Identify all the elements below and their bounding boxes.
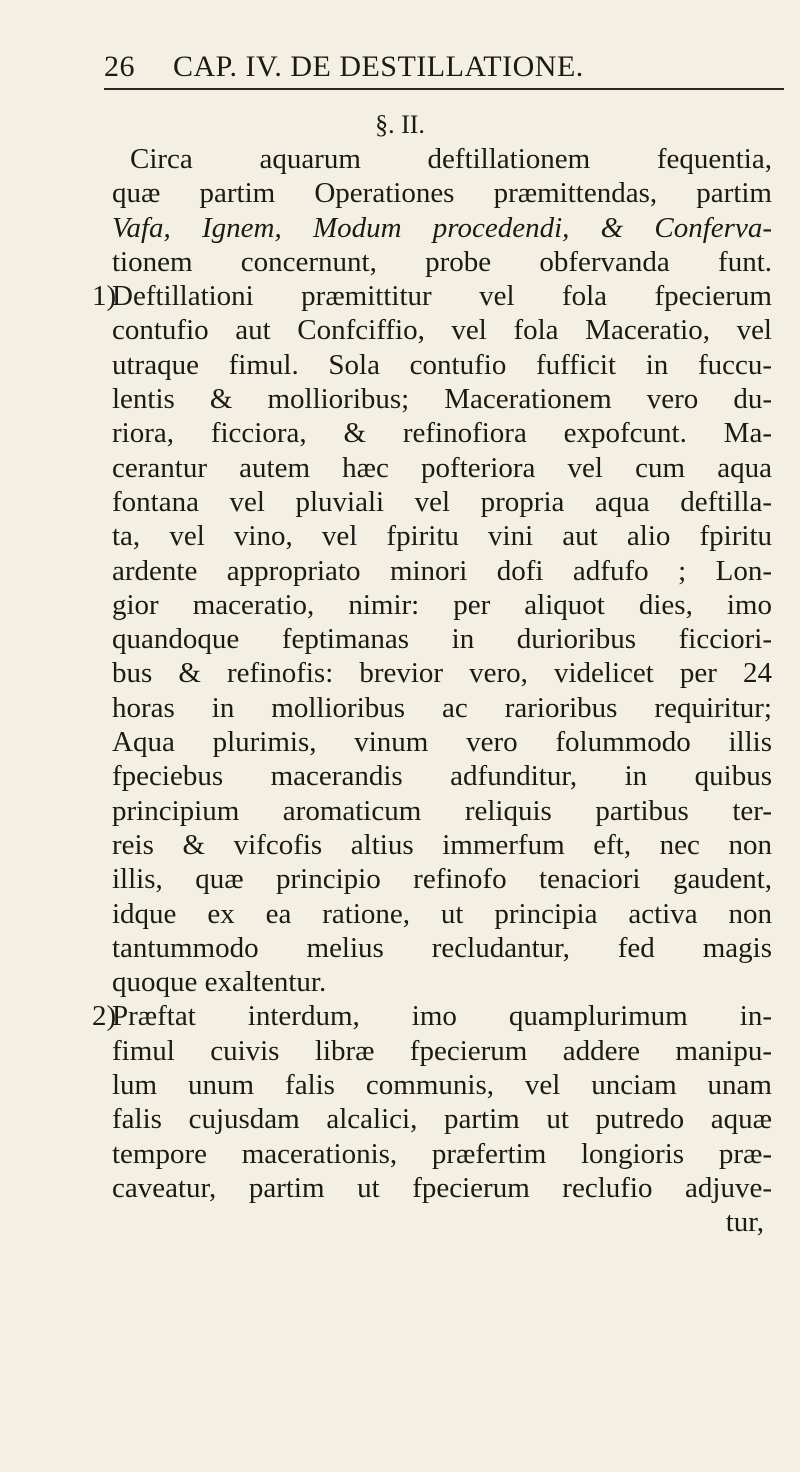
text-line: illis, quæ principio refinofo tenaciori gaudent, <box>112 863 772 896</box>
text-line: caveatur, partim ut fpecierum reclufio adjuve- <box>112 1171 772 1204</box>
item-number: 1) <box>92 280 117 313</box>
text-line: riora, ficciora, & refinofiora expofcunt. Ma- <box>112 417 772 450</box>
text-line: idque ex ea ratione, ut principia activa non <box>112 897 772 930</box>
page-header <box>104 40 704 84</box>
text-line <box>112 211 772 245</box>
text-line: bus & refinofis: brevior vero, videlicet per 24 <box>112 657 772 690</box>
item-number: 2) <box>92 1000 117 1033</box>
text-line: quandoque feptimanas in durioribus ficciori- <box>112 623 772 656</box>
text-line: gior maceratio, nimir: per aliquot dies, imo <box>112 588 772 621</box>
text-line: lum unum falis communis, vel unciam unam <box>112 1069 772 1102</box>
running-title: CAP. IV. DE DESTILLATIONE. <box>173 50 584 83</box>
text-line <box>92 279 772 313</box>
text-line: fontana vel pluviali vel propria aqua deftilla- <box>112 485 772 518</box>
text-line: fpeciebus macerandis adfunditur, in quibus <box>112 760 772 793</box>
text-line: principium aromaticum reliquis partibus ter- <box>112 794 772 827</box>
body-text <box>92 142 772 1240</box>
text-line: ardente appropriato minori dofi adfufo ; Lon- <box>112 554 772 587</box>
text-line: contufio aut Confciffio, vel fola Maceratio, vel <box>112 314 772 347</box>
text-line: fimul cuivis libræ fpecierum addere manipu- <box>112 1034 772 1067</box>
text-line-content: Deftillationi præmittitur vel fola fpecierum <box>112 280 772 313</box>
text-line: horas in mollioribus ac rarioribus requiritur; <box>112 691 772 724</box>
text-line: quoque exaltentur. <box>112 966 327 999</box>
text-line: ta, vel vino, vel fpiritu vini aut alio fpiritu <box>112 520 772 553</box>
text-line-content: quæ partim Operationes præmittendas, partim <box>112 177 772 210</box>
text-line: Circa aquarum deftillationem fequentia, <box>130 143 772 175</box>
text-line: Aqua plurimis, vinum vero folummodo illis <box>112 726 772 759</box>
text-line: falis cujusdam alcalici, partim ut putredo aquæ <box>112 1103 772 1136</box>
text-line <box>112 176 772 210</box>
text-line <box>92 999 772 1033</box>
text-line: lentis & mollioribus; Macerationem vero du- <box>112 383 772 416</box>
text-line: utraque fimul. Sola contufio fufficit in fuccu- <box>112 348 772 381</box>
text-line: reis & vifcofis altius immerfum eft, nec non <box>112 828 772 861</box>
text-line: tionem concernunt, probe obfervanda funt. <box>112 245 772 278</box>
catchword: tur, <box>725 1206 764 1239</box>
text-line: tempore macerationis, præfertim longioris præ- <box>112 1137 772 1170</box>
header-rule <box>104 88 784 90</box>
text-line: cerantur autem hæc pofteriora vel cum aqua <box>112 451 772 484</box>
page-number: 26 <box>104 50 135 83</box>
text-line-content: Vafa, Ignem, Modum procedendi, & Conferva- <box>112 211 772 244</box>
section-mark: §. II. <box>375 110 425 139</box>
text-line: tantummodo melius recludantur, fed magis <box>112 931 772 964</box>
text-line-content: Præftat interdum, imo quamplurimum in- <box>112 1000 772 1033</box>
